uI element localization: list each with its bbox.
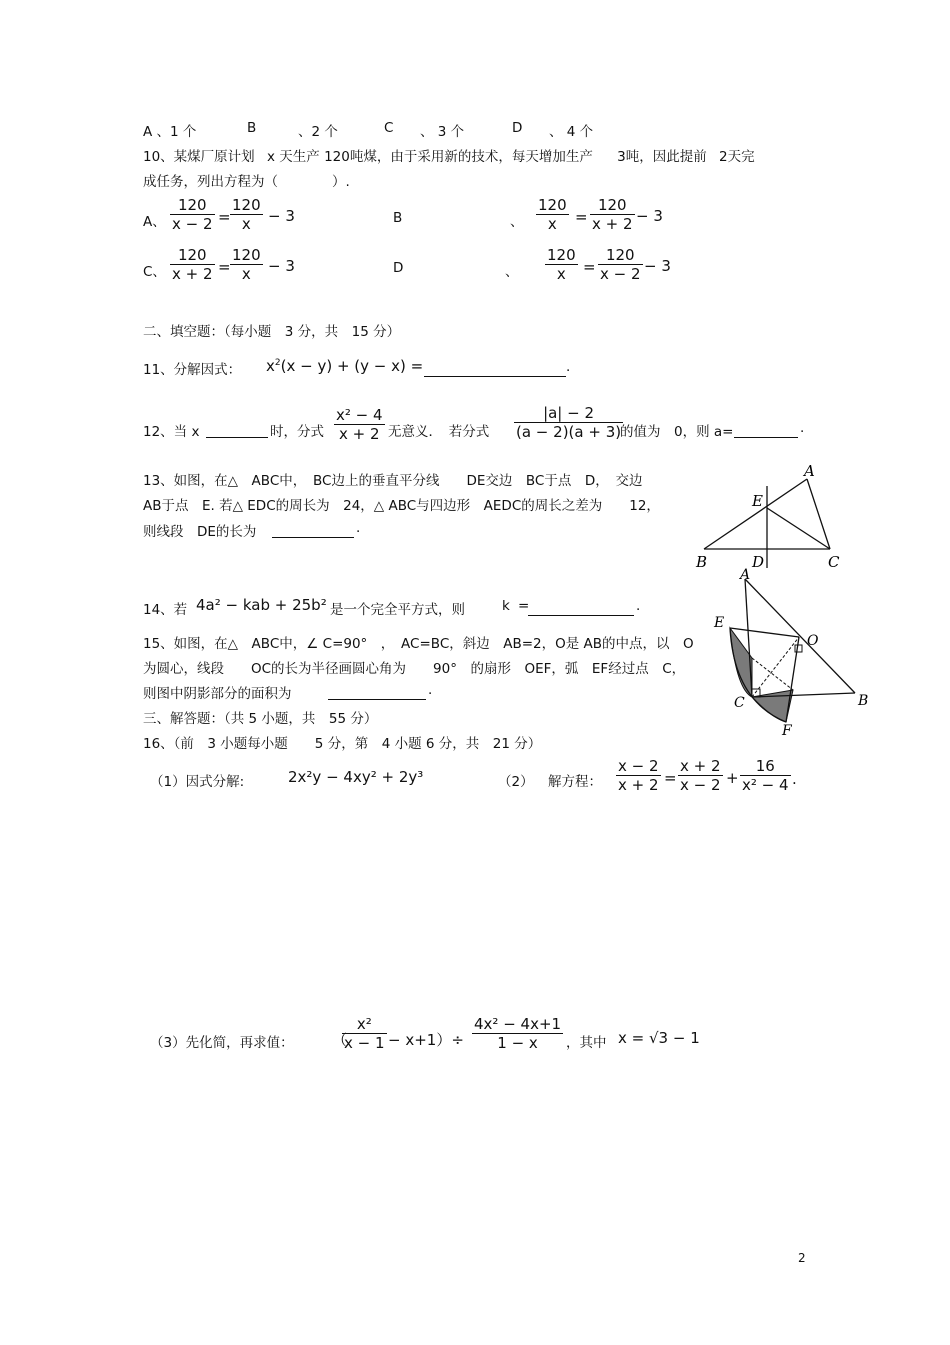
q10-line1 <box>143 145 755 165</box>
q10-text-b: 天生产 120吨煤，由于采用新的技术，每天增加生产 <box>279 149 593 165</box>
q9-option-b-value: 、2 个 <box>298 124 338 140</box>
numerator: 120 <box>547 246 576 264</box>
q12-frac2 <box>514 404 623 441</box>
denominator: (a − 2)(a + 3) <box>516 423 622 441</box>
q11-expr-text: (x − y) + (y − x) = <box>280 357 424 375</box>
section3-title: 三、解答题：（共 5 小题，共 55 分） <box>143 711 378 727</box>
q10-opt-c-label: C、 <box>143 264 166 280</box>
minus-three: − 3 <box>268 257 295 275</box>
q16-part3-where: ，其中 <box>566 1035 607 1051</box>
q10-opt-b-label: B <box>393 210 403 226</box>
q14-k: k <box>502 598 510 614</box>
q16-part2-frac2 <box>678 757 723 794</box>
equals-sign: = <box>218 258 231 276</box>
q12-text3: 的值为 0，则 a= <box>620 424 734 440</box>
q9-option-b: B <box>247 120 257 136</box>
q13-triangle-figure <box>690 458 850 570</box>
q10-opt-d-frac2 <box>598 246 643 283</box>
radius-of <box>786 637 799 722</box>
denominator: x − 2 <box>680 776 721 794</box>
q9-option-d: D <box>512 120 523 136</box>
q10-text-c: 3吨，因此提前 <box>617 149 707 165</box>
q16-part2-frac1 <box>616 757 661 794</box>
denominator: x + 2 <box>172 265 213 283</box>
denominator: x <box>230 264 263 283</box>
q10-opt-a-label: A、 <box>143 214 166 230</box>
equals-sign: = <box>218 208 231 226</box>
open-paren: （ <box>332 1031 348 1049</box>
dashed-oc <box>752 637 799 697</box>
segment-ac <box>807 479 830 549</box>
q13-line1: 13、如图，在△ ABC中， BC边上的垂直平分线 DE交边 BC于点 D， 交边 <box>143 473 643 489</box>
dashed-helper <box>752 658 793 690</box>
section2-title: 二、填空题：（每小题 3 分，共 15 分） <box>143 324 401 340</box>
plus-sign: + <box>726 769 739 787</box>
q10-opt-b-sep: 、 <box>510 214 524 230</box>
q9-option-a: A 、1 个 <box>143 124 197 140</box>
q10-opt-b-frac1 <box>536 196 569 233</box>
label-b: B <box>858 693 869 709</box>
numerator: 4x² − 4x+1 <box>474 1015 562 1033</box>
segment-ab <box>704 479 807 549</box>
q11-period: . <box>566 359 571 375</box>
denominator: x − 1 <box>344 1034 385 1052</box>
denominator: x <box>536 214 569 233</box>
q13-line3: 则线段 DE的长为 <box>143 524 257 540</box>
denominator: x + 2 <box>592 215 633 233</box>
q14-equals: = <box>518 598 530 614</box>
q11-expr: $x^2(x - y) + (y - x)$ = <box>266 357 424 375</box>
radius-oe <box>730 628 799 637</box>
q16-part1-expr: 2x²y − 4xy² + 2y³ <box>288 768 424 786</box>
q12-x-blank[interactable] <box>206 421 268 438</box>
numerator: 120 <box>538 196 567 214</box>
q10-opt-a-frac1 <box>170 196 215 233</box>
label-b: B <box>696 553 708 570</box>
numerator: 120 <box>177 196 207 214</box>
numerator: |a| − 2 <box>543 404 595 422</box>
q12-label: 12、当 x <box>143 424 200 440</box>
q16-part2-period: . <box>792 770 797 788</box>
q11-label: 11、分解因式： <box>143 362 242 378</box>
denominator: x − 2 <box>600 265 641 283</box>
q15-line3: 则图中阴影部分的面积为 <box>143 686 292 702</box>
q10-opt-d-frac1 <box>545 246 578 283</box>
denominator: x + 2 <box>334 424 385 443</box>
numerator: 120 <box>597 196 627 214</box>
equals-sign: = <box>664 769 677 787</box>
numerator: x − 2 <box>618 757 659 775</box>
q10-opt-d-label: D <box>393 260 404 276</box>
q12-period: . <box>800 420 805 436</box>
denominator: x² − 4 <box>742 776 789 794</box>
denominator: x − 2 <box>172 215 213 233</box>
q10-text-d: 2天完 <box>719 149 755 165</box>
segment-ec <box>767 508 830 549</box>
q9-option-d-value: 、 4 个 <box>549 124 594 140</box>
q14-label: 14、若 <box>143 602 188 618</box>
q10-opt-d-sep: 、 <box>505 264 519 280</box>
numerator: 120 <box>232 246 261 264</box>
q16-title: 16、（前 3 小题每小题 5 分，第 4 小题 6 分，共 21 分） <box>143 736 542 752</box>
q16-part3-frac2 <box>472 1015 563 1052</box>
q14-expr: 4a² − kab + 25b² <box>196 596 327 614</box>
numerator: 120 <box>605 246 635 264</box>
q10-opt-c-frac2 <box>230 246 263 283</box>
numerator: 16 <box>755 757 775 775</box>
label-o: O <box>807 633 819 649</box>
numerator: 120 <box>232 196 261 214</box>
q11-answer-blank[interactable] <box>424 360 566 377</box>
label-d: D <box>752 553 765 570</box>
q16-part3-mid: − x+1）÷ <box>388 1031 464 1049</box>
label-e: E <box>752 492 763 510</box>
numerator: x² − 4 <box>336 406 383 424</box>
q12-a-blank[interactable] <box>734 421 798 438</box>
q14-answer-blank[interactable] <box>528 599 634 616</box>
label-c: C <box>828 553 840 570</box>
q9-option-c: C <box>384 120 394 136</box>
label-f: F <box>782 723 792 737</box>
page-number: 2 <box>798 1251 806 1265</box>
denominator: x <box>230 214 263 233</box>
q10-opt-c-frac1 <box>170 246 215 283</box>
label-a: A <box>740 567 751 583</box>
numerator: x² <box>356 1015 372 1033</box>
equals-sign: = <box>575 208 588 226</box>
q9-option-c-value: 、 3 个 <box>420 124 465 140</box>
q16-part2-frac3 <box>740 757 791 794</box>
minus-three: − 3 <box>644 257 671 275</box>
q10-opt-b-frac2 <box>590 196 635 233</box>
denominator: x + 2 <box>618 776 659 794</box>
q16-part3-label: （3）先化简，再求值： <box>150 1035 294 1051</box>
q14-text: 是一个完全平方式，则 <box>330 602 465 618</box>
q15-sector-figure <box>700 565 872 737</box>
label-c: C <box>734 695 745 711</box>
q10-text-a: 10、某煤厂原计划 <box>143 149 255 165</box>
q16-part3-frac1 <box>342 1015 387 1052</box>
denominator: x <box>545 264 578 283</box>
q16-part3-x-value: x = √3 − 1 <box>618 1029 700 1047</box>
q15-line1: 15、如图，在△ ABC中，∠ C=90° ， AC=BC，斜边 AB=2，O是 AB的中点，以 O <box>143 636 694 652</box>
q12-mid: 时，分式 <box>270 424 324 440</box>
numerator: x + 2 <box>680 757 721 775</box>
q10-var-x: x <box>266 149 275 165</box>
q16-part2-label: （2） <box>498 774 534 790</box>
q14-period: . <box>636 598 641 614</box>
minus-three: − 3 <box>636 207 663 225</box>
segment-ab <box>745 579 855 693</box>
q15-answer-blank[interactable] <box>328 683 426 700</box>
q13-answer-blank[interactable] <box>272 521 354 538</box>
equals-sign: = <box>583 258 596 276</box>
q15-line2: 为圆心，线段 OC的长为半径画圆心角为 90° 的扇形 OEF，弧 EF经过点 C， <box>143 661 686 677</box>
denominator: 1 − x <box>472 1033 563 1052</box>
q15-period: . <box>428 682 433 698</box>
q12-text2: 无意义． 若分式 <box>388 424 490 440</box>
q16-part1-label: （1）因式分解: <box>150 774 245 790</box>
q10-opt-a-frac2 <box>230 196 263 233</box>
numerator: 120 <box>177 246 207 264</box>
label-a: A <box>804 462 815 480</box>
right-angle-mark-o <box>795 645 802 652</box>
q13-line2: AB于点 E. 若△ EDC的周长为 24，△ ABC与四边形 AEDC的周长之差为 12， <box>143 498 660 514</box>
q10-line2: 成任务，列出方程为（ ）. <box>143 174 350 190</box>
minus-three: − 3 <box>268 207 295 225</box>
q12-frac1 <box>334 406 385 443</box>
label-e: E <box>714 615 725 631</box>
q16-part2-text: 解方程： <box>548 774 602 790</box>
q13-period: . <box>356 520 361 536</box>
